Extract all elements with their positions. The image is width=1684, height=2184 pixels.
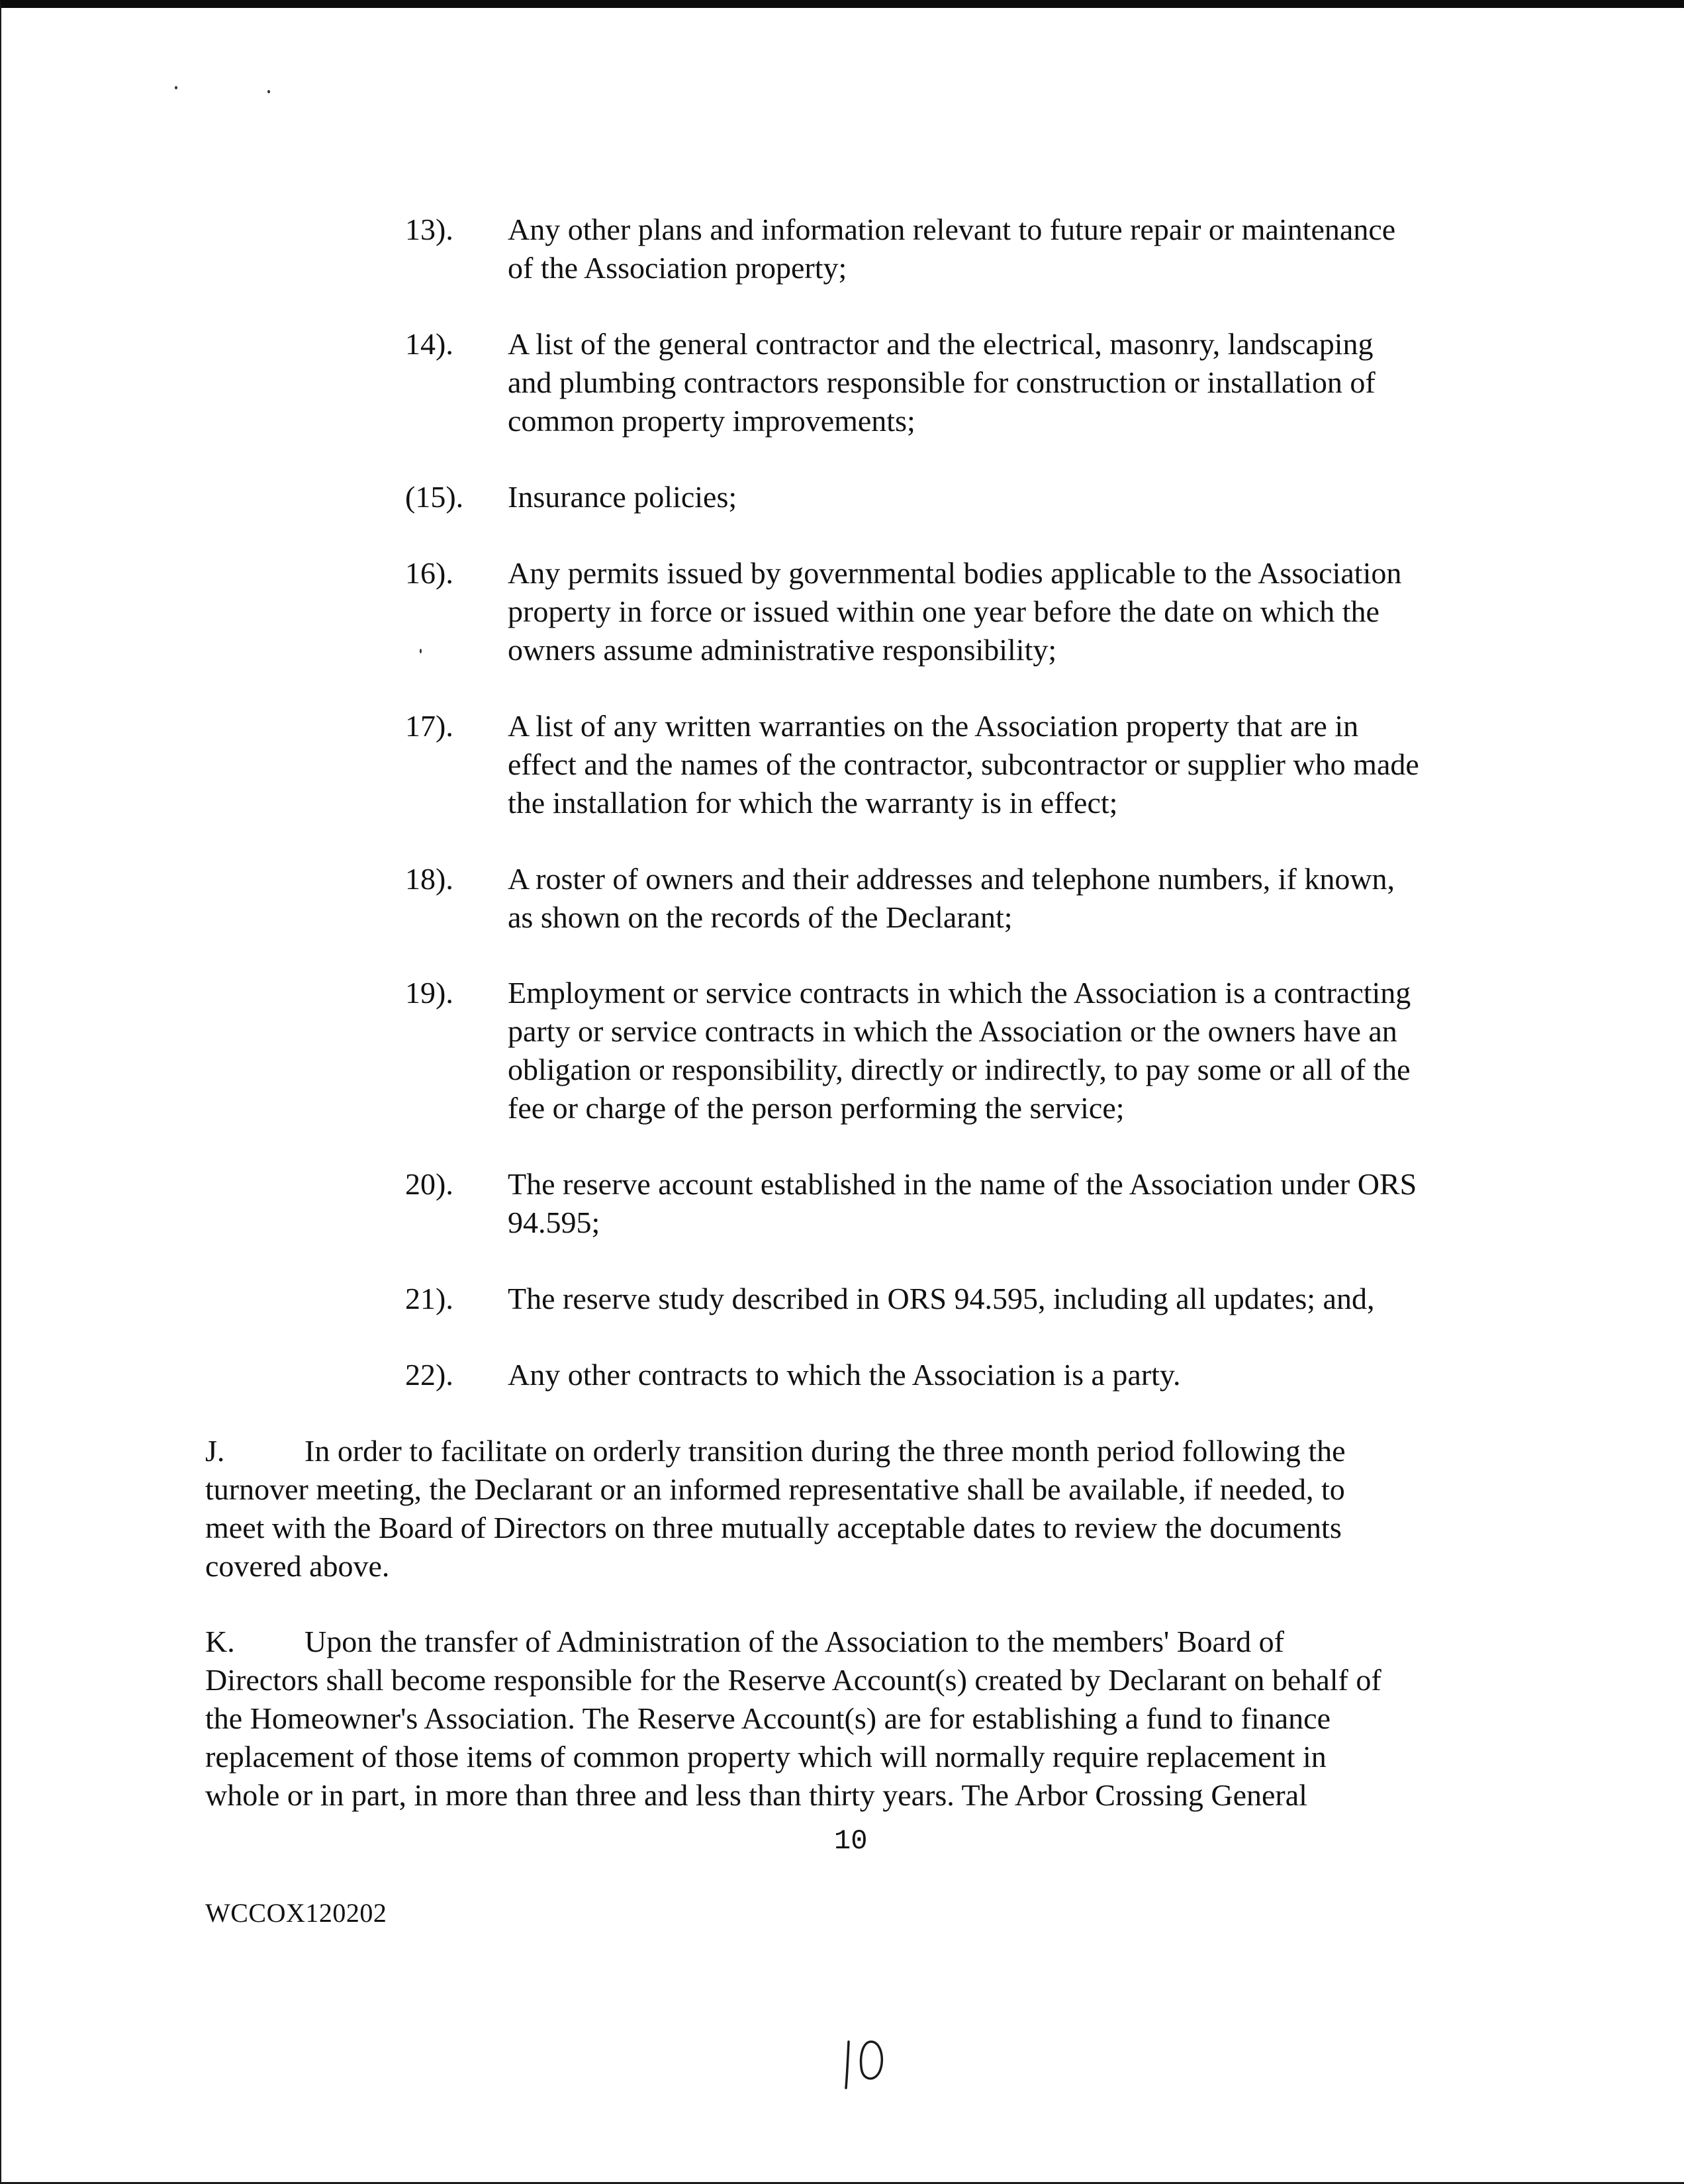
handwritten-page-number <box>842 2032 888 2095</box>
list-item-text: Any other plans and information relevant to future repair or maintenance of the Association property; <box>508 213 1396 285</box>
paragraph-j <box>205 1432 1483 1586</box>
scan-speck <box>420 649 422 653</box>
list-item-number: (15). <box>405 480 464 514</box>
paragraph-text: In order to facilitate on orderly transition during the three month period following the turnover meeting, the Declarant or an informed representative shall be available, if needed, to meet with the Board of Directors on three mutually acceptable dates to review the documents covered above. <box>205 1434 1346 1583</box>
list-item-number: 16). <box>405 556 453 590</box>
page-number: 10 <box>834 1825 868 1857</box>
list-item-text: A roster of owners and their addresses and telephone numbers, if known, as shown on the records of the Declarant; <box>508 862 1395 934</box>
list-item-number: 22). <box>405 1358 453 1392</box>
paragraph-label: K. <box>205 1625 235 1658</box>
paragraph-label: J. <box>205 1434 225 1468</box>
list-item-number: 18). <box>405 862 453 896</box>
document-id: WCCOX120202 <box>205 1898 387 1928</box>
list-item-number: 14). <box>405 327 453 361</box>
list-item-text: The reserve study described in ORS 94.595, including all updates; and, <box>508 1282 1375 1315</box>
list-item-text: A list of the general contractor and the electrical, masonry, landscaping and plumbing contractors responsible for construction or installation of common property improvements; <box>508 327 1376 438</box>
scan-speck <box>267 90 270 93</box>
list-item-number: 21). <box>405 1282 453 1315</box>
list-item-number: 20). <box>405 1167 453 1201</box>
list-item-text: Insurance policies; <box>508 480 737 514</box>
list-item-number: 13). <box>405 213 453 246</box>
paragraph-k <box>205 1623 1483 1815</box>
handwritten-page-number-graphic <box>842 2032 888 2092</box>
list-item-text: Employment or service contracts in which the Association is a contracting party or service contracts in which the Association or the owners have an obligation or responsibility, directly or indirectly, to pay some or all of the fee or charge of the person performing the service; <box>508 976 1411 1125</box>
list-item-number: 17). <box>405 709 453 743</box>
list-item-text: Any permits issued by governmental bodies applicable to the Association property in force or issued within one year before the date on which the owners assume administrative responsibility; <box>508 556 1402 667</box>
scan-speck <box>175 86 177 89</box>
list-item-text: Any other contracts to which the Association is a party. <box>508 1358 1181 1392</box>
list-item-text: The reserve account established in the name of the Association under ORS 94.595; <box>508 1167 1417 1239</box>
list-item-text: A list of any written warranties on the Association property that are in effect and the names of the contractor, subcontractor or supplier who made the installation for which the warranty is in effect; <box>508 709 1419 820</box>
paragraph-text: Upon the transfer of Administration of the Association to the members' Board of Directors shall become responsible for the Reserve Account(s) created by Declarant on behalf of the Homeowner's Association. The Reserve Account(s) are for establishing a fund to finance replacement of those items of common property which will normally require replacement in whole or in part, in more than three and less than thirty years. The Arbor Crossing General <box>205 1625 1381 1812</box>
list-item-number: 19). <box>405 976 453 1010</box>
